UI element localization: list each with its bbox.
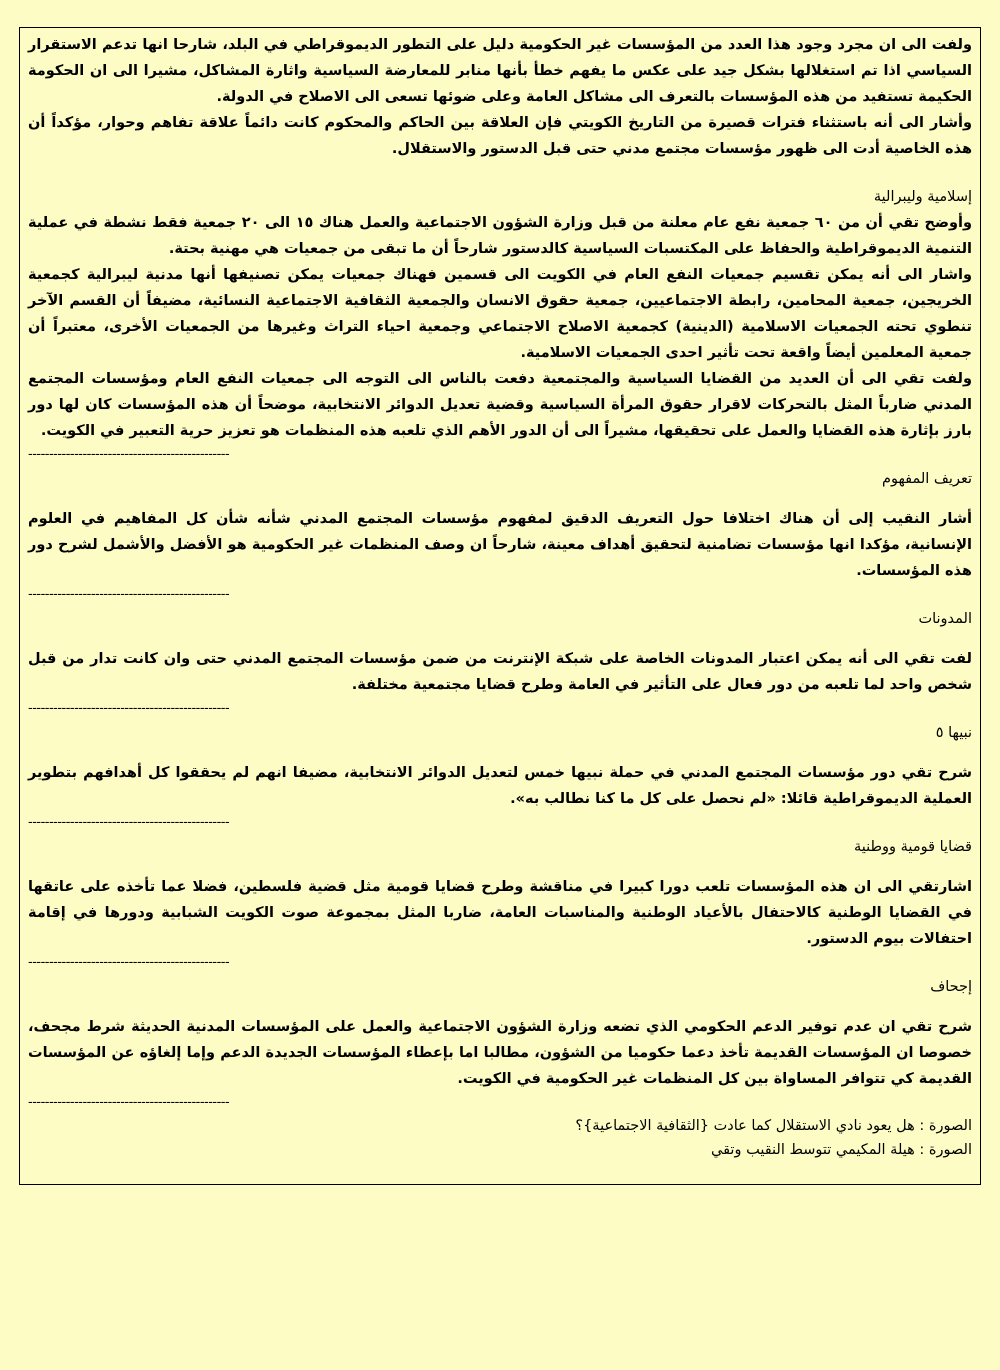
intro-paragraph-1: ولفت الى ان مجرد وجود هذا العدد من المؤسسات غير الحكومية دليل على التطور الديموقراطي في البلد، شارحا انها تدعم الاستقرار السياسي اذا تم استغلالها بشكل جيد على عكس ما يفهم خطأ بأنها منابر للمعارضة السياسية واثارة المشاكل، مشيرا الى ان الحكومة الحكيمة تستفيد من هذه المؤسسات بالتعرف الى مشاكل العامة وعلى ضوئها تسعى الى الاصلاح في الدولة. [28, 37, 972, 105]
section-paragraph: شرح تقي ان عدم توفير الدعم الحكومي الذي تضعه وزارة الشؤون الاجتماعية والعمل على المؤسسات المدنية الحديثة شرط مجحف، خصوصا ان المؤسسات القديمة تأخذ دعما حكوميا من الشؤون، مطالبا اما بإعطاء المؤسسات الجديدة الدعم وإما إلغاؤه عن المؤسسات القديمة كي تتوافر المساواة بين كل المنظمات غير الحكومية في الكويت. [28, 1019, 972, 1087]
section-paragraph: واشار الى أنه يمكن تقسيم جمعيات النفع العام في الكويت الى قسمين فهناك جمعيات يمكن تصنيفها أنها مدنية ليبرالية كجمعية الخريجين، جمعية المحامين، رابطة الاجتماعيين، جمعية حقوق الانسان والجمعية الثقافية الاجتماعية النسائية، مضيفاً أن القسم الآخر تنطوي تحته الجمعيات الاسلامية (الدينية) كجمعية الاصلاح الاجتماعي وجمعية احياء التراث وغيرها من الجمعيات الأخرى، معتبراً أن جمعية المعلمين أيضاً واقعة تحت تأثير احدى الجمعيات الاسلامية. [28, 267, 972, 361]
section-separator: ------------------------------------------------ [28, 587, 230, 602]
section-separator: ------------------------------------------------ [28, 1095, 230, 1110]
intro-paragraph-2: وأشار الى أنه باستثناء فترات قصيرة من التاريخ الكويتي فإن العلاقة بين الحاكم والمحكوم كانت دائماً علاقة تفاهم وحوار، مؤكداً أن هذه الخاصية أدت الى ظهور مؤسسات مجتمع مدني حتى قبل الدستور والاستقلال. [28, 115, 972, 157]
section-paragraph: أشار النقيب إلى أن هناك اختلافا حول التعريف الدقيق لمفهوم مؤسسات المجتمع المدني شأنه شأن كل المفاهيم في العلوم الإنسانية، مؤكدا انها مؤسسات تضامنية لتحقيق أهداف معينة، شارحاً ان وصف المنظمات غير الحكومية هو الأفضل والأشمل لشرح دور هذه المؤسسات. [28, 511, 972, 579]
section-heading-national-issues: قضايا قومية ووطنية [853, 839, 972, 855]
section-paragraph: لفت تقي الى أنه يمكن اعتبار المدونات الخاصة على شبكة الإنترنت من ضمن مؤسسات المجتمع المدني حتى وان كانت تدار من قبل شخص واحد لما تلعبه من دور فعال على التأثير في العامة وطرح قضايا مجتمعية مختلفة. [28, 651, 972, 693]
section-separator: ------------------------------------------------ [28, 447, 230, 462]
section-heading-blogs: المدونات [918, 611, 972, 627]
section-paragraph: وأوضح تقي أن من ٦٠ جمعية نفع عام معلنة من قبل وزارة الشؤون الاجتماعية والعمل هناك ١٥ الى ٢٠ جمعية فقط نشطة في عملية التنمية الديموقراطية والحفاظ على المكتسبات السياسية كالدستور شارحاً أن ما تبقى من جمعيات هي مهنية بحتة. [28, 215, 972, 257]
section-separator: ------------------------------------------------ [28, 815, 230, 830]
section-heading-concept-definition: تعريف المفهوم [881, 471, 972, 487]
section-heading-islamic-liberal: إسلامية وليبرالية [873, 189, 972, 205]
section-paragraph: اشارتقي الى ان هذه المؤسسات تلعب دورا كبيرا في مناقشة وطرح قضايا قومية مثل قضية فلسطين، فضلا عما تأخذه على عاتقها في القضايا الوطنية كالاحتفال بالأعياد الوطنية والمناسبات العامة، ضاربا المثل بمجموعة صوت الكويت الشبابية ودورها في إقامة احتفالات بيوم الدستور. [28, 879, 972, 947]
article-frame [19, 27, 981, 1185]
section-separator: ------------------------------------------------ [28, 955, 230, 970]
section-paragraph: شرح تقي دور مؤسسات المجتمع المدني في حملة نبيها خمس لتعديل الدوائر الانتخابية، مضيفا انهم لم يحققوا كل أهدافهم بتطوير العملية الديموقراطية قائلا: «لم نحصل على كل ما كنا نطالب به». [28, 765, 972, 807]
photo-caption-1: الصورة : هل يعود نادي الاستقلال كما عادت {الثقافية الاجتماعية}؟ [575, 1118, 972, 1134]
photo-caption-2: الصورة : هيلة المكيمي تتوسط النقيب وتقي [711, 1142, 972, 1158]
section-separator: ------------------------------------------------ [28, 701, 230, 716]
section-paragraph: ولفت تقي الى أن العديد من القضايا السياسية والمجتمعية دفعت بالناس الى التوجه الى جمعيات النفع العام ومؤسسات المجتمع المدني ضارباً المثل بالتحركات لاقرار حقوق المرأة السياسية وقضية تعديل الدوائر الانتخابية، موضحاً أن هذه المؤسسات كان لها دور بارز بإثارة هذه القضايا والعمل على تحقيقها، مشيراً الى أن الدور الأهم الذي تلعبه هذه المنظمات هو تعزيز حرية التعبير في الكويت. [28, 371, 972, 439]
section-heading-nabiha-5: نبيها ٥ [935, 725, 972, 741]
section-heading-injustice: إجحاف [930, 979, 972, 995]
